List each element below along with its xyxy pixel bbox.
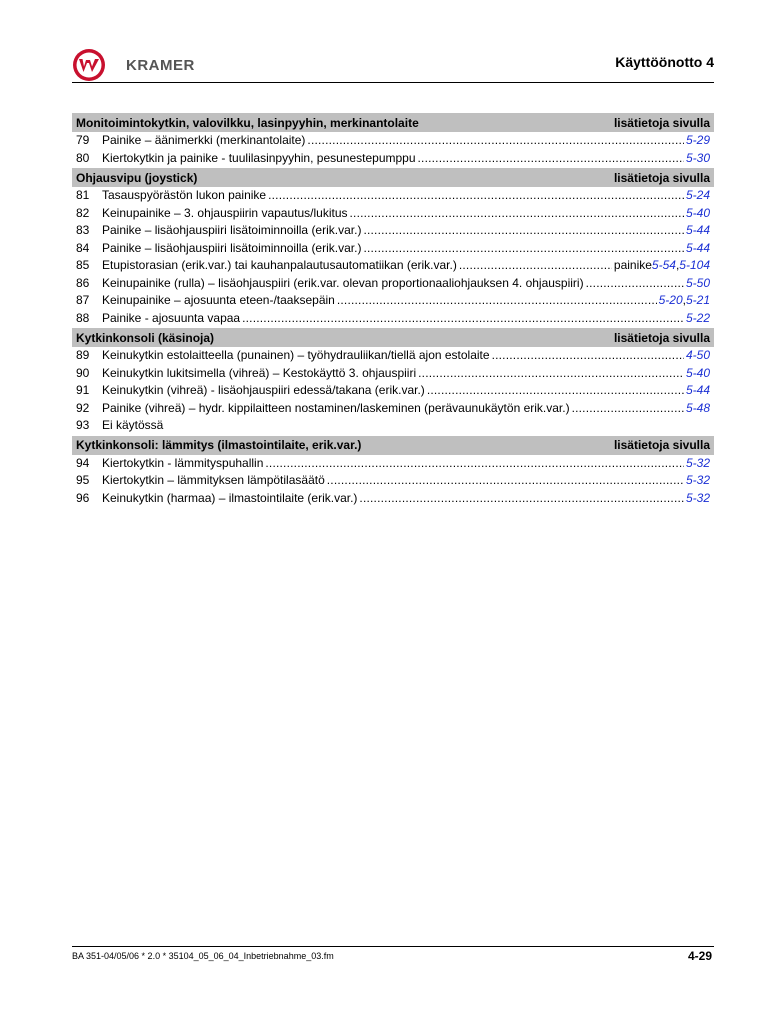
item-text: Tasauspyörästön lukon painike: [102, 188, 267, 202]
dot-leader: [337, 292, 657, 310]
section-title: Monitoimintokytkin, valovilkku, lasinpyyhin, merkinantolaite: [76, 115, 419, 130]
item-text: Kiertokytkin ja painike - tuulilasinpyyhin, pesunestepumppu: [102, 150, 416, 165]
dot-leader: [359, 490, 684, 508]
dot-leader: [363, 240, 684, 258]
header-divider: [72, 82, 714, 83]
item-number: 88: [76, 310, 90, 325]
dot-leader: [327, 472, 684, 490]
item-text: Ei käytössä: [102, 418, 164, 432]
page-number: 4-29: [687, 949, 712, 963]
item-number: 81: [76, 188, 90, 202]
item-number: 91: [76, 383, 90, 397]
item-text: Keinupainike – 3. ohjauspiirin vapautus/lukitus: [102, 205, 348, 220]
page-link[interactable]: 5-29: [685, 133, 710, 147]
list-item: [72, 150, 714, 168]
dot-leader: [418, 150, 684, 168]
list-item: [72, 400, 714, 418]
dot-leader: [418, 365, 684, 383]
page-link[interactable]: 5-44: [685, 383, 710, 397]
item-text: Kiertokytkin - lämmityspuhallin: [102, 455, 264, 470]
page-link[interactable]: 5-40: [685, 205, 710, 220]
list-item: [72, 347, 714, 365]
page-link[interactable]: 5-32: [685, 490, 710, 505]
page-link[interactable]: 5-21: [685, 293, 710, 307]
item-number: 82: [76, 205, 90, 220]
item-text: Painike – lisäohjauspiiri lisätoiminnoilla (erik.var.): [102, 223, 362, 237]
item-number: 93: [76, 418, 90, 432]
dot-leader: [242, 310, 684, 328]
brand-name: KRAMER: [126, 56, 195, 74]
section-ref-label: lisätietoja sivulla: [613, 115, 710, 130]
list-item: [72, 187, 714, 205]
page-link[interactable]: 5-104: [679, 258, 710, 272]
list-item: [72, 365, 714, 383]
section-title: Kytkinkonsoli (käsinoja): [76, 330, 215, 345]
item-text: Keinupainike – ajosuunta eteen-/taaksepäin: [102, 293, 335, 307]
item-number: 96: [76, 490, 90, 505]
page-link[interactable]: 5-20: [658, 293, 683, 307]
footer-doc-id: BA 351-04/05/06 * 2.0 * 35104_05_06_04_Inbetriebnahme_03.fm: [72, 951, 334, 961]
item-number: 92: [76, 400, 90, 415]
dot-leader: [265, 455, 684, 473]
item-number: 87: [76, 293, 90, 307]
list-item: [72, 257, 714, 275]
dot-leader: [572, 400, 684, 418]
list-item: [72, 310, 714, 328]
dot-leader: [307, 132, 684, 150]
section-ref-label: lisätietoja sivulla: [613, 330, 710, 345]
item-number: 79: [76, 133, 90, 147]
dot-leader: [427, 382, 684, 400]
list-item: [72, 205, 714, 223]
list-item: [72, 490, 714, 508]
item-text: Keinupainike (rulla) – lisäohjauspiiri (erik.var. olevan proportionaaliohjauksen 4. ohjauspiiri): [102, 275, 584, 290]
page-separator: ,: [682, 293, 686, 307]
section-title: Ohjausvipu (joystick): [76, 170, 198, 185]
item-text: Kiertokytkin – lämmityksen lämpötilasäätö: [102, 473, 325, 487]
page-separator: ,: [675, 258, 680, 272]
page-link[interactable]: 5-44: [685, 223, 710, 237]
dot-leader: [492, 347, 684, 365]
page-link[interactable]: 5-30: [685, 150, 710, 165]
list-item: [72, 292, 714, 310]
footer-divider: [72, 946, 714, 947]
list-item: [72, 382, 714, 400]
list-item: [72, 472, 714, 490]
page-link[interactable]: 5-32: [685, 473, 710, 487]
legend-table: [72, 112, 714, 507]
page-link[interactable]: 5-40: [685, 365, 710, 380]
chapter-title: Käyttöönotto 4: [615, 54, 714, 70]
kramer-w-logo-icon: [72, 48, 106, 82]
list-item: [72, 222, 714, 240]
dot-leader: [586, 275, 684, 293]
brand-logo: [72, 48, 195, 82]
page-link[interactable]: 5-32: [685, 455, 710, 470]
list-item: [72, 275, 714, 293]
page-link[interactable]: 5-24: [685, 188, 710, 202]
page-link[interactable]: 5-44: [685, 240, 710, 255]
item-number: 86: [76, 275, 90, 290]
dot-leader: [268, 187, 684, 205]
item-text: Keinukytkin estolaitteella (punainen) – työhydrauliikan/tiellä ajon estolaite: [102, 348, 490, 362]
item-text: Keinukytkin (vihreä) - lisäohjauspiiri edessä/takana (erik.var.): [102, 383, 425, 397]
item-number: 90: [76, 365, 90, 380]
item-text: Painike - ajosuunta vapaa: [102, 310, 241, 325]
item-text: Painike – lisäohjauspiiri lisätoiminnoilla (erik.var.): [102, 240, 362, 255]
section-header: [72, 436, 714, 455]
section-header: [72, 328, 714, 347]
page-header: [72, 44, 714, 84]
item-number: 85: [76, 258, 90, 272]
item-number: 83: [76, 223, 90, 237]
item-number: 95: [76, 473, 90, 487]
list-item: [72, 240, 714, 258]
item-text: Keinukytkin (harmaa) – ilmastointilaite (erik.var.): [102, 490, 358, 505]
section-header: [72, 113, 714, 132]
dot-leader: [363, 222, 684, 240]
page-link[interactable]: 5-22: [685, 310, 710, 325]
list-item: [72, 417, 714, 435]
item-number: 80: [76, 150, 90, 165]
dot-leader: [350, 205, 684, 223]
page-prefix: painike: [613, 258, 652, 272]
page-link[interactable]: 4-50: [685, 348, 710, 362]
list-item: [72, 132, 714, 150]
item-text: Painike (vihreä) – hydr. kippilaitteen nostaminen/laskeminen (perävaunukäytön erik.var.): [102, 400, 570, 415]
item-number: 94: [76, 455, 90, 470]
page-link[interactable]: 5-48: [685, 400, 710, 415]
item-number: 84: [76, 240, 90, 255]
item-number: 89: [76, 348, 90, 362]
page-link[interactable]: 5-54: [651, 258, 676, 272]
page-link[interactable]: 5-50: [685, 275, 710, 290]
item-text: Painike – äänimerkki (merkinantolaite): [102, 133, 306, 147]
section-ref-label: lisätietoja sivulla: [613, 438, 710, 452]
list-item: [72, 455, 714, 473]
section-ref-label: lisätietoja sivulla: [613, 170, 710, 185]
section-title: Kytkinkonsoli: lämmitys (ilmastointilaite, erik.var.): [76, 438, 362, 452]
item-text: Etupistorasian (erik.var.) tai kauhanpalautusautomatiikan (erik.var.): [102, 258, 457, 272]
item-text: Keinukytkin lukitsimella (vihreä) – Kestokäyttö 3. ohjauspiiri: [102, 365, 417, 380]
dot-leader: [459, 257, 612, 275]
section-header: [72, 168, 714, 187]
